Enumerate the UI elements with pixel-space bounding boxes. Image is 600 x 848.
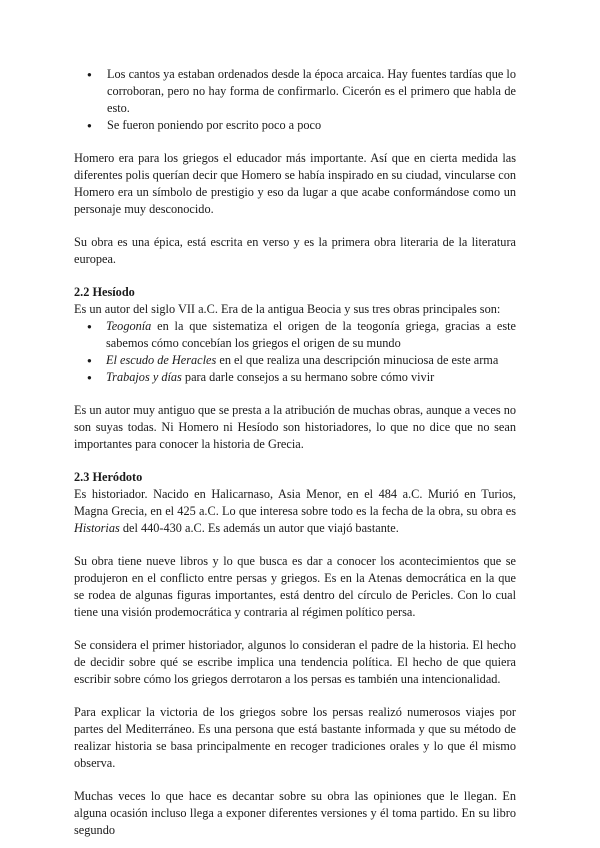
list-item xyxy=(74,369,516,386)
list-item xyxy=(74,352,516,369)
work-description: en la que sistematiza el origen de la teogonía griega, gracias a este sabemos cómo concebían los griegos el origen de su mundo xyxy=(106,319,516,350)
text-run: del 440-430 a.C. Es además un autor que viajó bastante. xyxy=(119,521,399,535)
text-run: Es historiador. Nacido en Halicarnaso, Asia Menor, en el 484 a.C. Murió en Turios, Magna Grecia, en el 425 a.C. Lo que interesa sobre todo es la fecha de la obra, su obra es xyxy=(74,487,516,518)
list-item xyxy=(74,318,516,352)
work-title: El escudo de Heracles xyxy=(106,353,217,367)
section-heading-hesiodo: 2.2 Hesíodo xyxy=(74,285,135,299)
work-description: para darle consejos a su hermano sobre cómo vivir xyxy=(181,370,435,384)
hesiodo-works-list xyxy=(74,318,516,386)
paragraph-herodoto-opiniones: Muchas veces lo que hace es decantar sobre su obra las opiniones que le llegan. En alguna ocasión incluso llega a exponer diferentes versiones y él toma partido. En su libro segundo xyxy=(74,789,516,837)
work-description: en el que realiza una descripción minuciosa de este arma xyxy=(216,353,499,367)
paragraph-herodoto-intro xyxy=(74,486,516,537)
paragraph-hesiodo-intro: Es un autor del siglo VII a.C. Era de la antigua Beocia y sus tres obras principales son: xyxy=(74,302,501,316)
paragraph-obra-epica: Su obra es una épica, está escrita en verso y es la primera obra literaria de la literatura europea. xyxy=(74,235,516,266)
list-item: ● Se fueron poniendo por escrito poco a poco xyxy=(74,117,516,134)
work-title: Historias xyxy=(74,521,120,535)
list-item: ● Los cantos ya estaban ordenados desde la época arcaica. Hay fuentes tardías que lo corroboran, pero no hay forma de confirmarlo. Cicerón es el primero que habla de esto. xyxy=(74,66,516,117)
paragraph-herodoto-obra: Su obra tiene nueve libros y lo que busca es dar a conocer los acontecimientos que se produjeron en el conflicto entre persas y griegos. Es en la Atenas democrática en la que se rodea de algunas figuras importantes, está dentro del círculo de Pericles. Con lo cual tiene una visión prodemocrática y contraria al régimen político persa. xyxy=(74,554,516,619)
paragraph-homero-educador: Homero era para los griegos el educador más importante. Así que en cierta medida las diferentes polis querían decir que Homero se había inspirado en su ciudad, vincularse con Homero era un símbolo de prestigio y eso da lugar a que acabe conformándose como un personaje muy desconocido. xyxy=(74,151,516,216)
top-bullet-list xyxy=(74,66,516,134)
work-title: Teogonía xyxy=(106,319,152,333)
paragraph-herodoto-historiador: Se considera el primer historiador, algunos lo consideran el padre de la historia. El hecho de decidir sobre qué se escribe implica una tendencia política. El hecho de que quiera escribir sobre cómo los griegos derrotaron a los persas es también una intencionalidad. xyxy=(74,638,516,686)
work-title: Trabajos y días xyxy=(106,370,182,384)
paragraph-herodoto-viajes: Para explicar la victoria de los griegos sobre los persas realizó numerosos viajes por partes del Mediterráneo. Es una persona que está bastante informada y que su método de realizar historia se basa principalmente en recoger tradiciones orales y lo que él mismo observa. xyxy=(74,705,516,770)
paragraph-hesiodo-after: Es un autor muy antiguo que se presta a la atribución de muchas obras, aunque a veces no son suyas todas. Ni Homero ni Hesíodo son historiadores, lo que no dice que no sean importantes para conocer la historia de Grecia. xyxy=(74,403,516,451)
section-heading-herodoto: 2.3 Heródoto xyxy=(74,470,143,484)
